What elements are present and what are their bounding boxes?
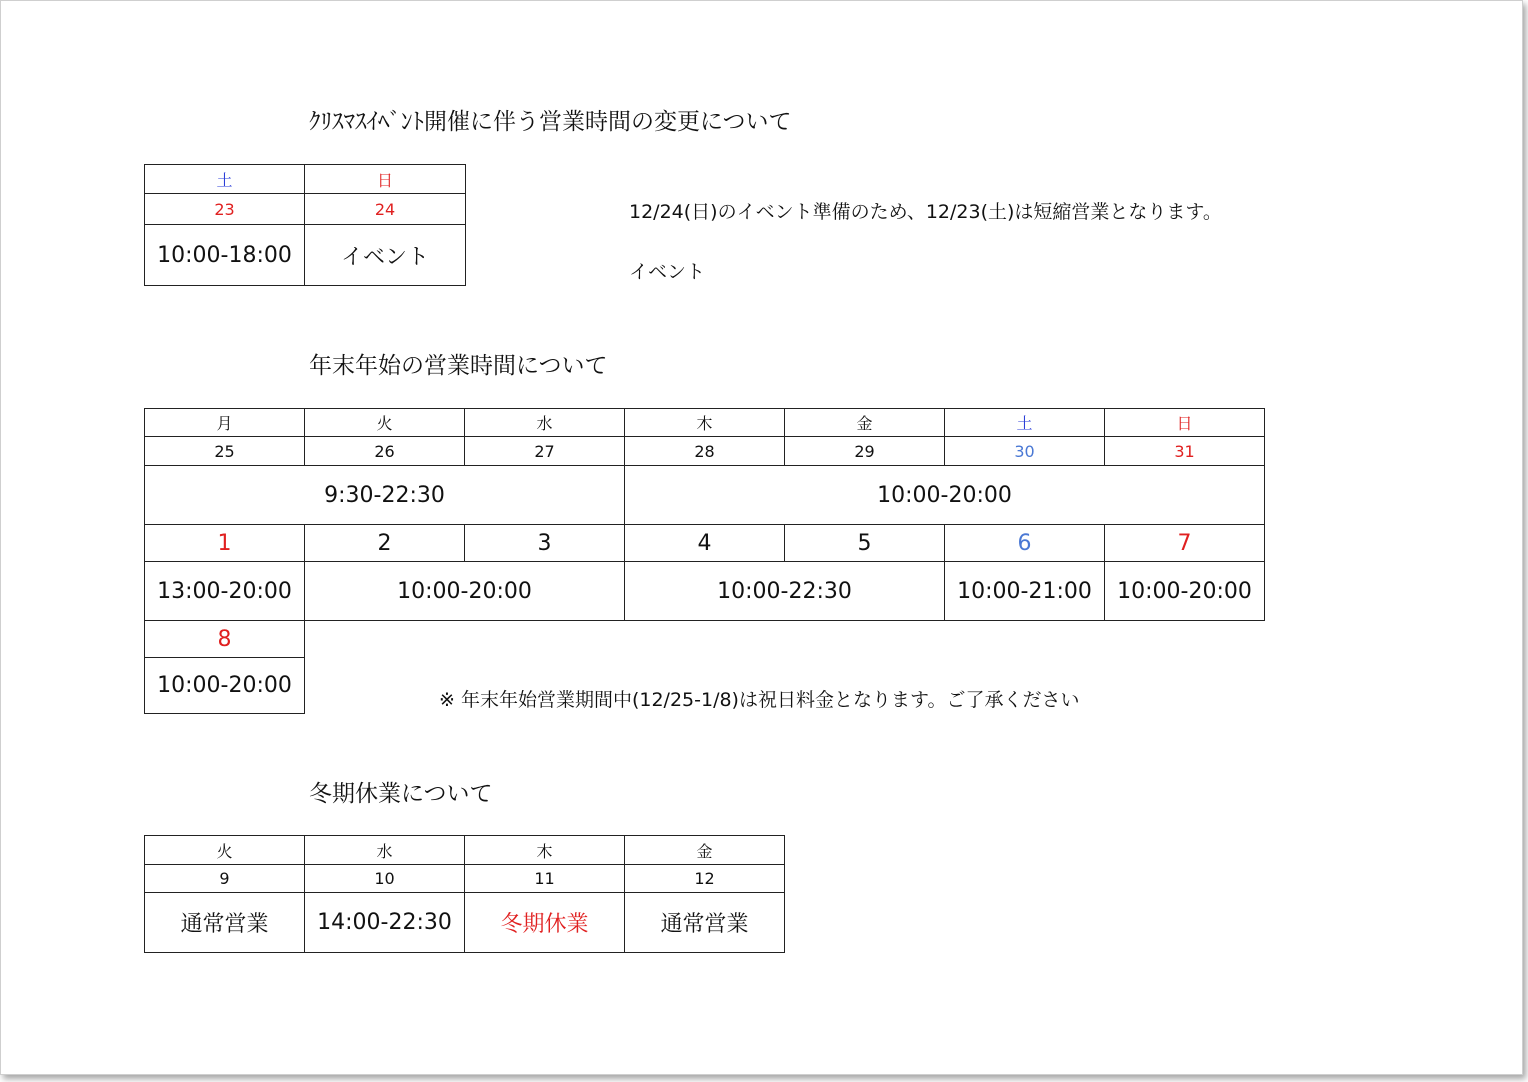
winter-closure-table bbox=[144, 835, 785, 953]
day-cell: 25 bbox=[145, 437, 305, 466]
christmas-hours-table bbox=[144, 164, 466, 286]
closure-cell: 冬期休業 bbox=[465, 893, 625, 953]
hours-cell: 10:00-20:00 bbox=[145, 658, 305, 714]
dow-cell: 金 bbox=[625, 836, 785, 865]
hours-cell: イベント bbox=[305, 225, 466, 286]
hours-cell: 通常営業 bbox=[145, 893, 305, 953]
hours-cell: 14:00-22:30 bbox=[305, 893, 465, 953]
hours-cell: 10:00-18:00 bbox=[145, 225, 305, 286]
hours-cell: 10:00-21:00 bbox=[945, 562, 1105, 621]
day-cell: 24 bbox=[305, 194, 466, 225]
new-year-hours-table bbox=[144, 408, 1265, 714]
hours-cell: 9:30-22:30 bbox=[145, 466, 625, 525]
section3-title: 冬期休業について bbox=[309, 781, 493, 807]
day-cell: 8 bbox=[145, 621, 305, 658]
day-cell: 30 bbox=[945, 437, 1105, 466]
hours-cell: 10:00-22:30 bbox=[625, 562, 945, 621]
day-cell: 5 bbox=[785, 525, 945, 562]
section1-note2: イベント bbox=[629, 261, 706, 283]
section2-title: 年末年始の営業時間について bbox=[309, 353, 608, 379]
dow-cell: 月 bbox=[145, 409, 305, 437]
day-cell: 29 bbox=[785, 437, 945, 466]
hours-cell: 10:00-20:00 bbox=[625, 466, 1265, 525]
day-cell: 7 bbox=[1105, 525, 1265, 562]
hours-cell: 10:00-20:00 bbox=[1105, 562, 1265, 621]
day-cell: 11 bbox=[465, 865, 625, 893]
dow-cell: 日 bbox=[1105, 409, 1265, 437]
dow-cell: 火 bbox=[305, 409, 465, 437]
dow-cell: 水 bbox=[305, 836, 465, 865]
hours-cell: 10:00-20:00 bbox=[305, 562, 625, 621]
section2-note: ※ 年末年始営業期間中(12/25-1/8)は祝日料金となります。ご了承ください bbox=[439, 689, 1080, 711]
dow-cell: 木 bbox=[625, 409, 785, 437]
hours-cell: 通常営業 bbox=[625, 893, 785, 953]
dow-cell: 日 bbox=[305, 165, 466, 194]
section1-title: ｸﾘｽﾏｽｲﾍﾞﾝﾄ開催に伴う営業時間の変更について bbox=[309, 109, 792, 135]
dow-cell: 土 bbox=[945, 409, 1105, 437]
empty-cell bbox=[305, 621, 1265, 658]
dow-cell: 金 bbox=[785, 409, 945, 437]
dow-cell: 火 bbox=[145, 836, 305, 865]
day-cell: 28 bbox=[625, 437, 785, 466]
dow-cell: 土 bbox=[145, 165, 305, 194]
hours-cell: 13:00-20:00 bbox=[145, 562, 305, 621]
day-cell: 6 bbox=[945, 525, 1105, 562]
day-cell: 1 bbox=[145, 525, 305, 562]
day-cell: 27 bbox=[465, 437, 625, 466]
dow-cell: 木 bbox=[465, 836, 625, 865]
day-cell: 23 bbox=[145, 194, 305, 225]
day-cell: 2 bbox=[305, 525, 465, 562]
day-cell: 4 bbox=[625, 525, 785, 562]
section1-note: 12/24(日)のイベント準備のため、12/23(土)は短縮営業となります。 bbox=[629, 201, 1222, 223]
day-cell: 31 bbox=[1105, 437, 1265, 466]
day-cell: 12 bbox=[625, 865, 785, 893]
day-cell: 3 bbox=[465, 525, 625, 562]
day-cell: 10 bbox=[305, 865, 465, 893]
dow-cell: 水 bbox=[465, 409, 625, 437]
day-cell: 26 bbox=[305, 437, 465, 466]
day-cell: 9 bbox=[145, 865, 305, 893]
